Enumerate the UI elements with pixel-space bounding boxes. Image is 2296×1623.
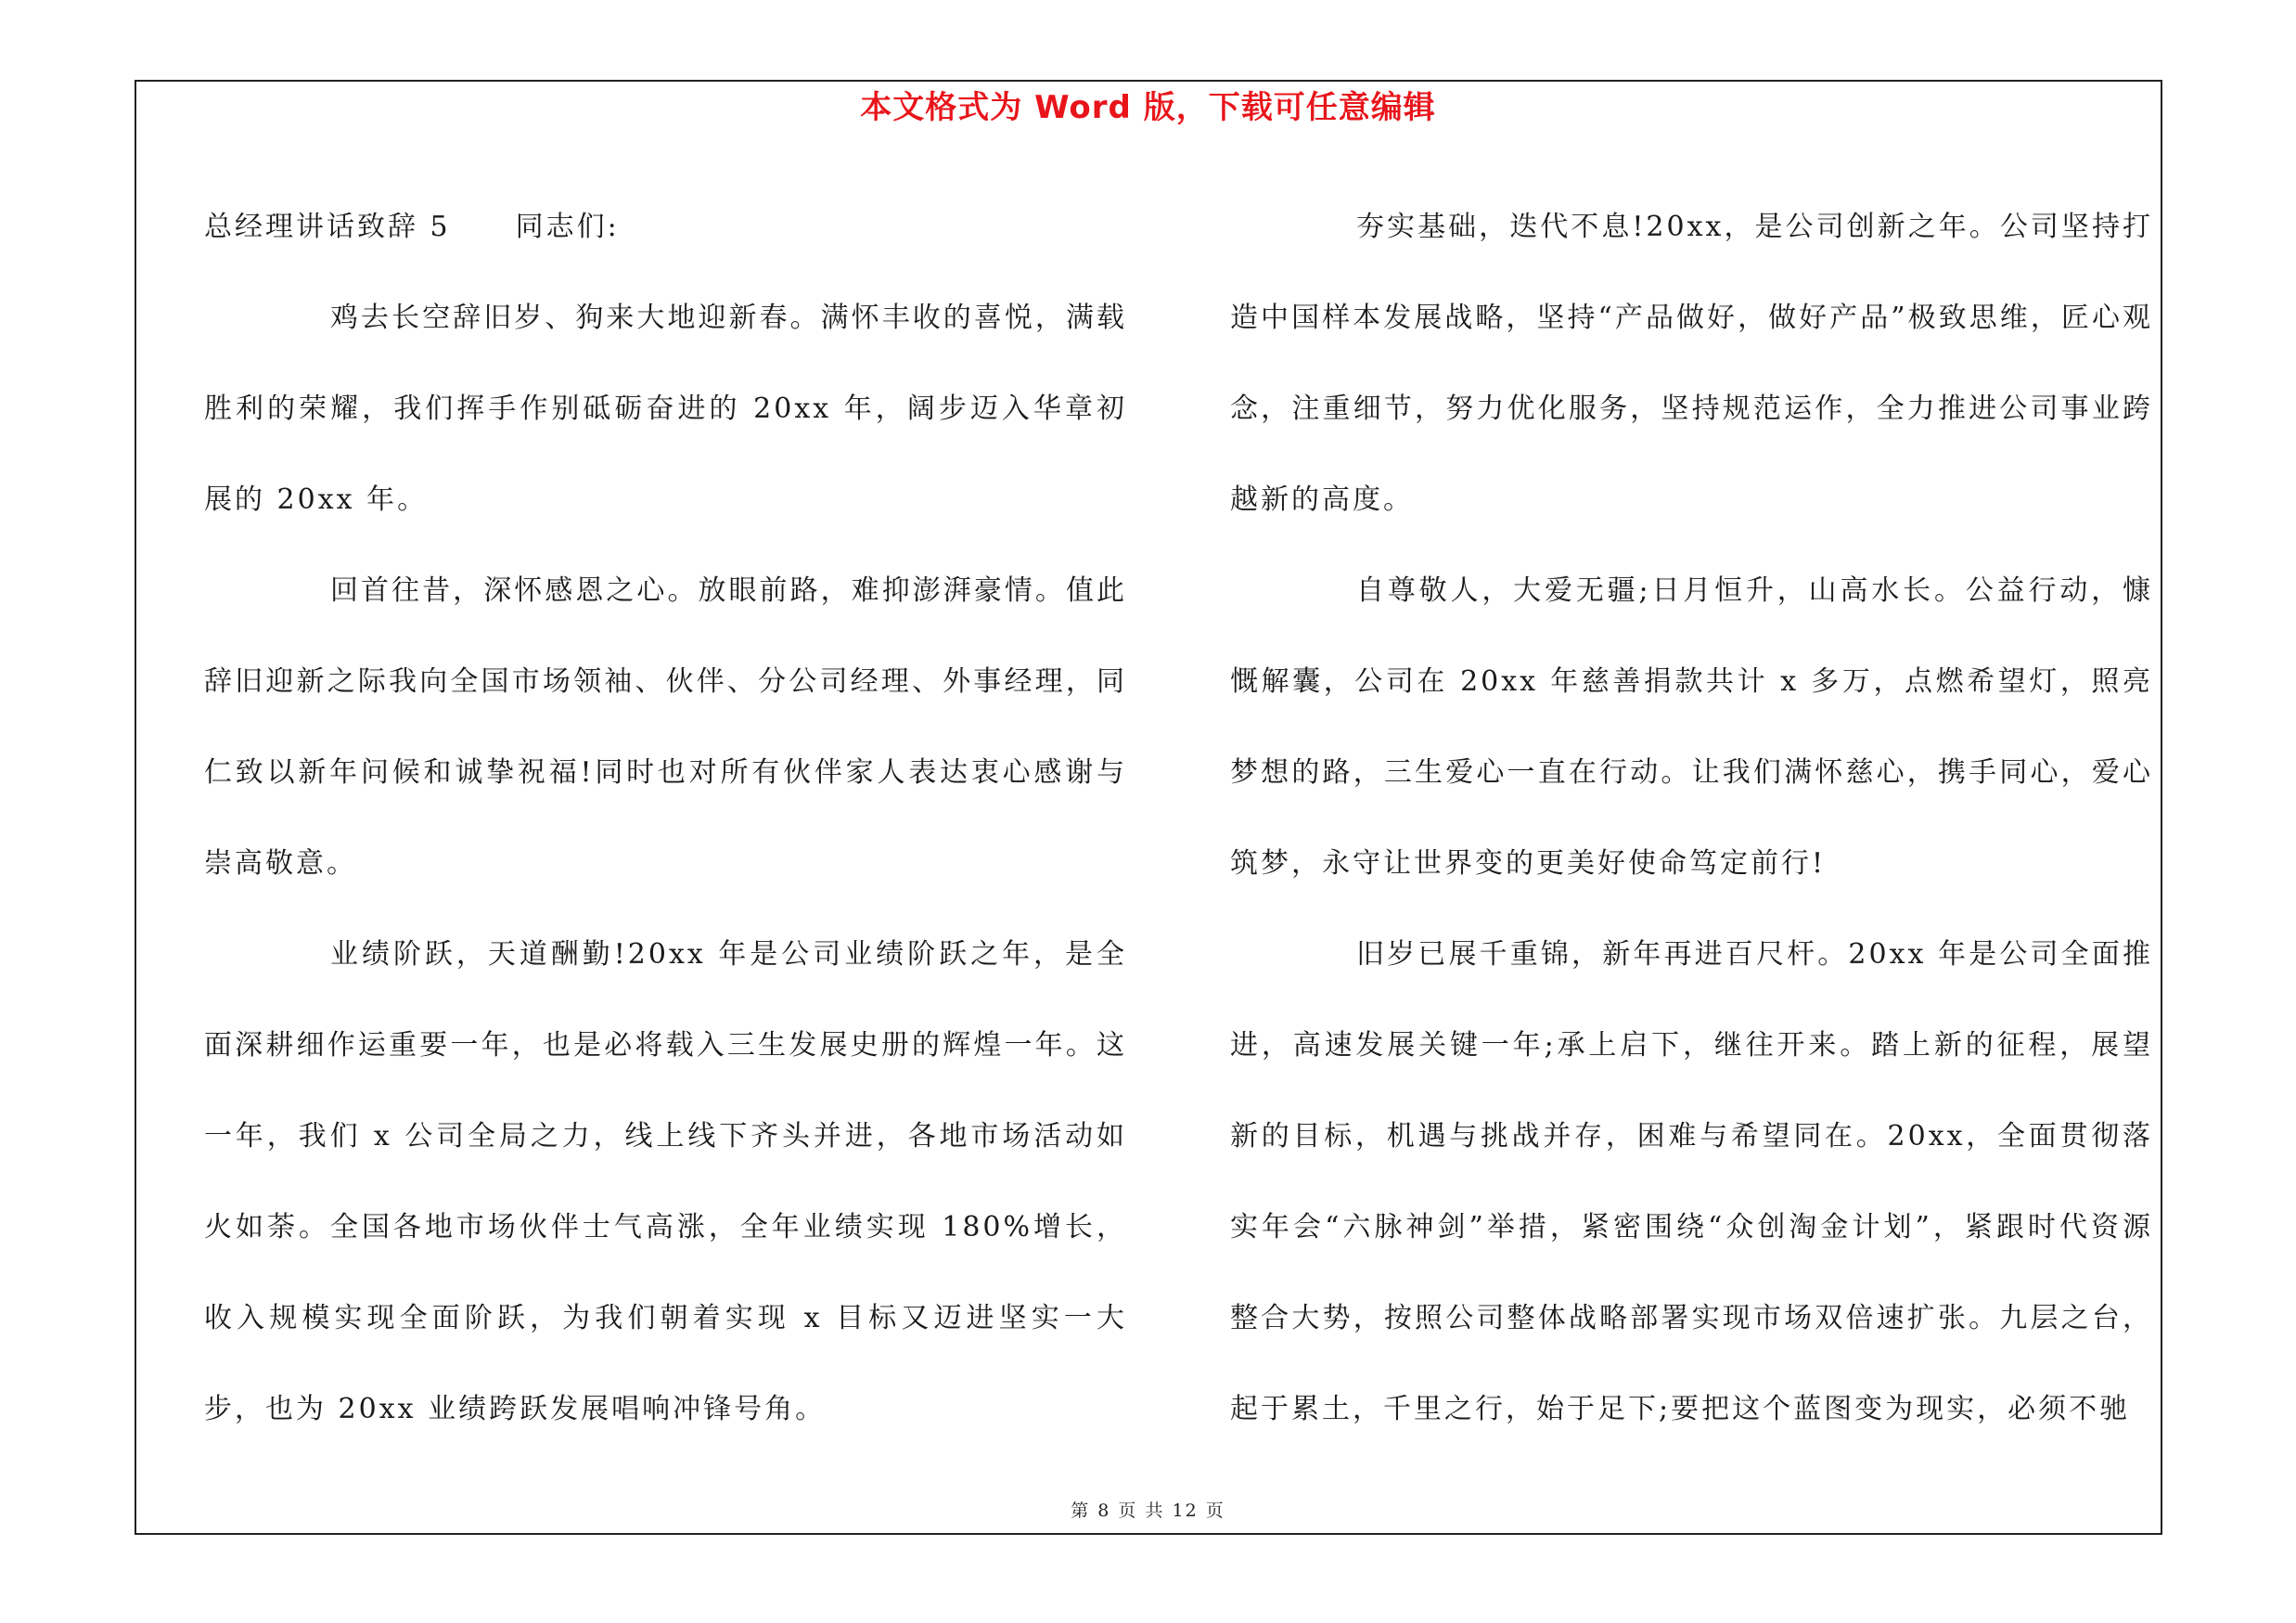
left-column xyxy=(204,182,1127,1455)
heading-line xyxy=(204,182,1127,273)
speech-title: 总经理讲话致辞 5 xyxy=(204,211,451,243)
paragraph: 旧岁已展千重锦，新年再进百尺杆。20xx 年是公司全面推进，高速发展关键一年;承上启下，继往开来。踏上新的征程，展望新的目标，机遇与挑战并存，困难与希望同在。20xx，全面贯彻落实年会“六脉神剑”举措，紧密围绕“众创淘金计划”，紧跟时代资源整合大势，按照公司整体战略部署实现市场双倍速扩张。九层之台，起于累土，千里之行，始于足下;要把这个蓝图变为现实，必须不驰 xyxy=(1230,938,2153,1425)
right-column xyxy=(1230,182,2153,1455)
salutation: 同志们: xyxy=(515,211,620,243)
paragraph: 回首往昔，深怀感恩之心。放眼前路，难抑澎湃豪情。值此辞旧迎新之际我向全国市场领袖、伙伴、分公司经理、外事经理，同仁致以新年问候和诚挚祝福!同时也对所有伙伴家人表达衷心感谢与崇高敬意。 xyxy=(204,574,1127,880)
paragraph: 鸡去长空辞旧岁、狗来大地迎新春。满怀丰收的喜悦，满载胜利的荣耀，我们挥手作别砥砺奋进的 20xx 年，阔步迈入华章初展的 20xx 年。 xyxy=(204,302,1127,516)
format-banner: 本文格式为 Word 版，下载可任意编辑 xyxy=(860,89,1436,126)
paragraph: 自尊敬人，大爱无疆;日月恒升，山高水长。公益行动，慷慨解囊，公司在 20xx 年慈善捐款共计 x 多万，点燃希望灯，照亮梦想的路，三生爱心一直在行动。让我们满怀慈心，携手同心，爱心筑梦，永守让世界变的更美好使命笃定前行! xyxy=(1230,574,2153,880)
page-number: 第 8 页 共 12 页 xyxy=(1071,1501,1225,1521)
paragraph: 夯实基础，迭代不息!20xx，是公司创新之年。公司坚持打造中国样本发展战略，坚持“产品做好，做好产品”极致思维，匠心观念，注重细节，努力优化服务，坚持规范运作，全力推进公司事业跨越新的高度。 xyxy=(1230,211,2153,516)
paragraph: 业绩阶跃，天道酬勤!20xx 年是公司业绩阶跃之年，是全面深耕细作运重要一年，也是必将载入三生发展史册的辉煌一年。这一年，我们 x 公司全局之力，线上线下齐头并进，各地市场活动如火如荼。全国各地市场伙伴士气高涨，全年业绩实现 180%增长，收入规模实现全面阶跃，为我们朝着实现 x 目标又迈进坚实一大步，也为 20xx 业绩跨跃发展唱响冲锋号角。 xyxy=(204,938,1127,1425)
